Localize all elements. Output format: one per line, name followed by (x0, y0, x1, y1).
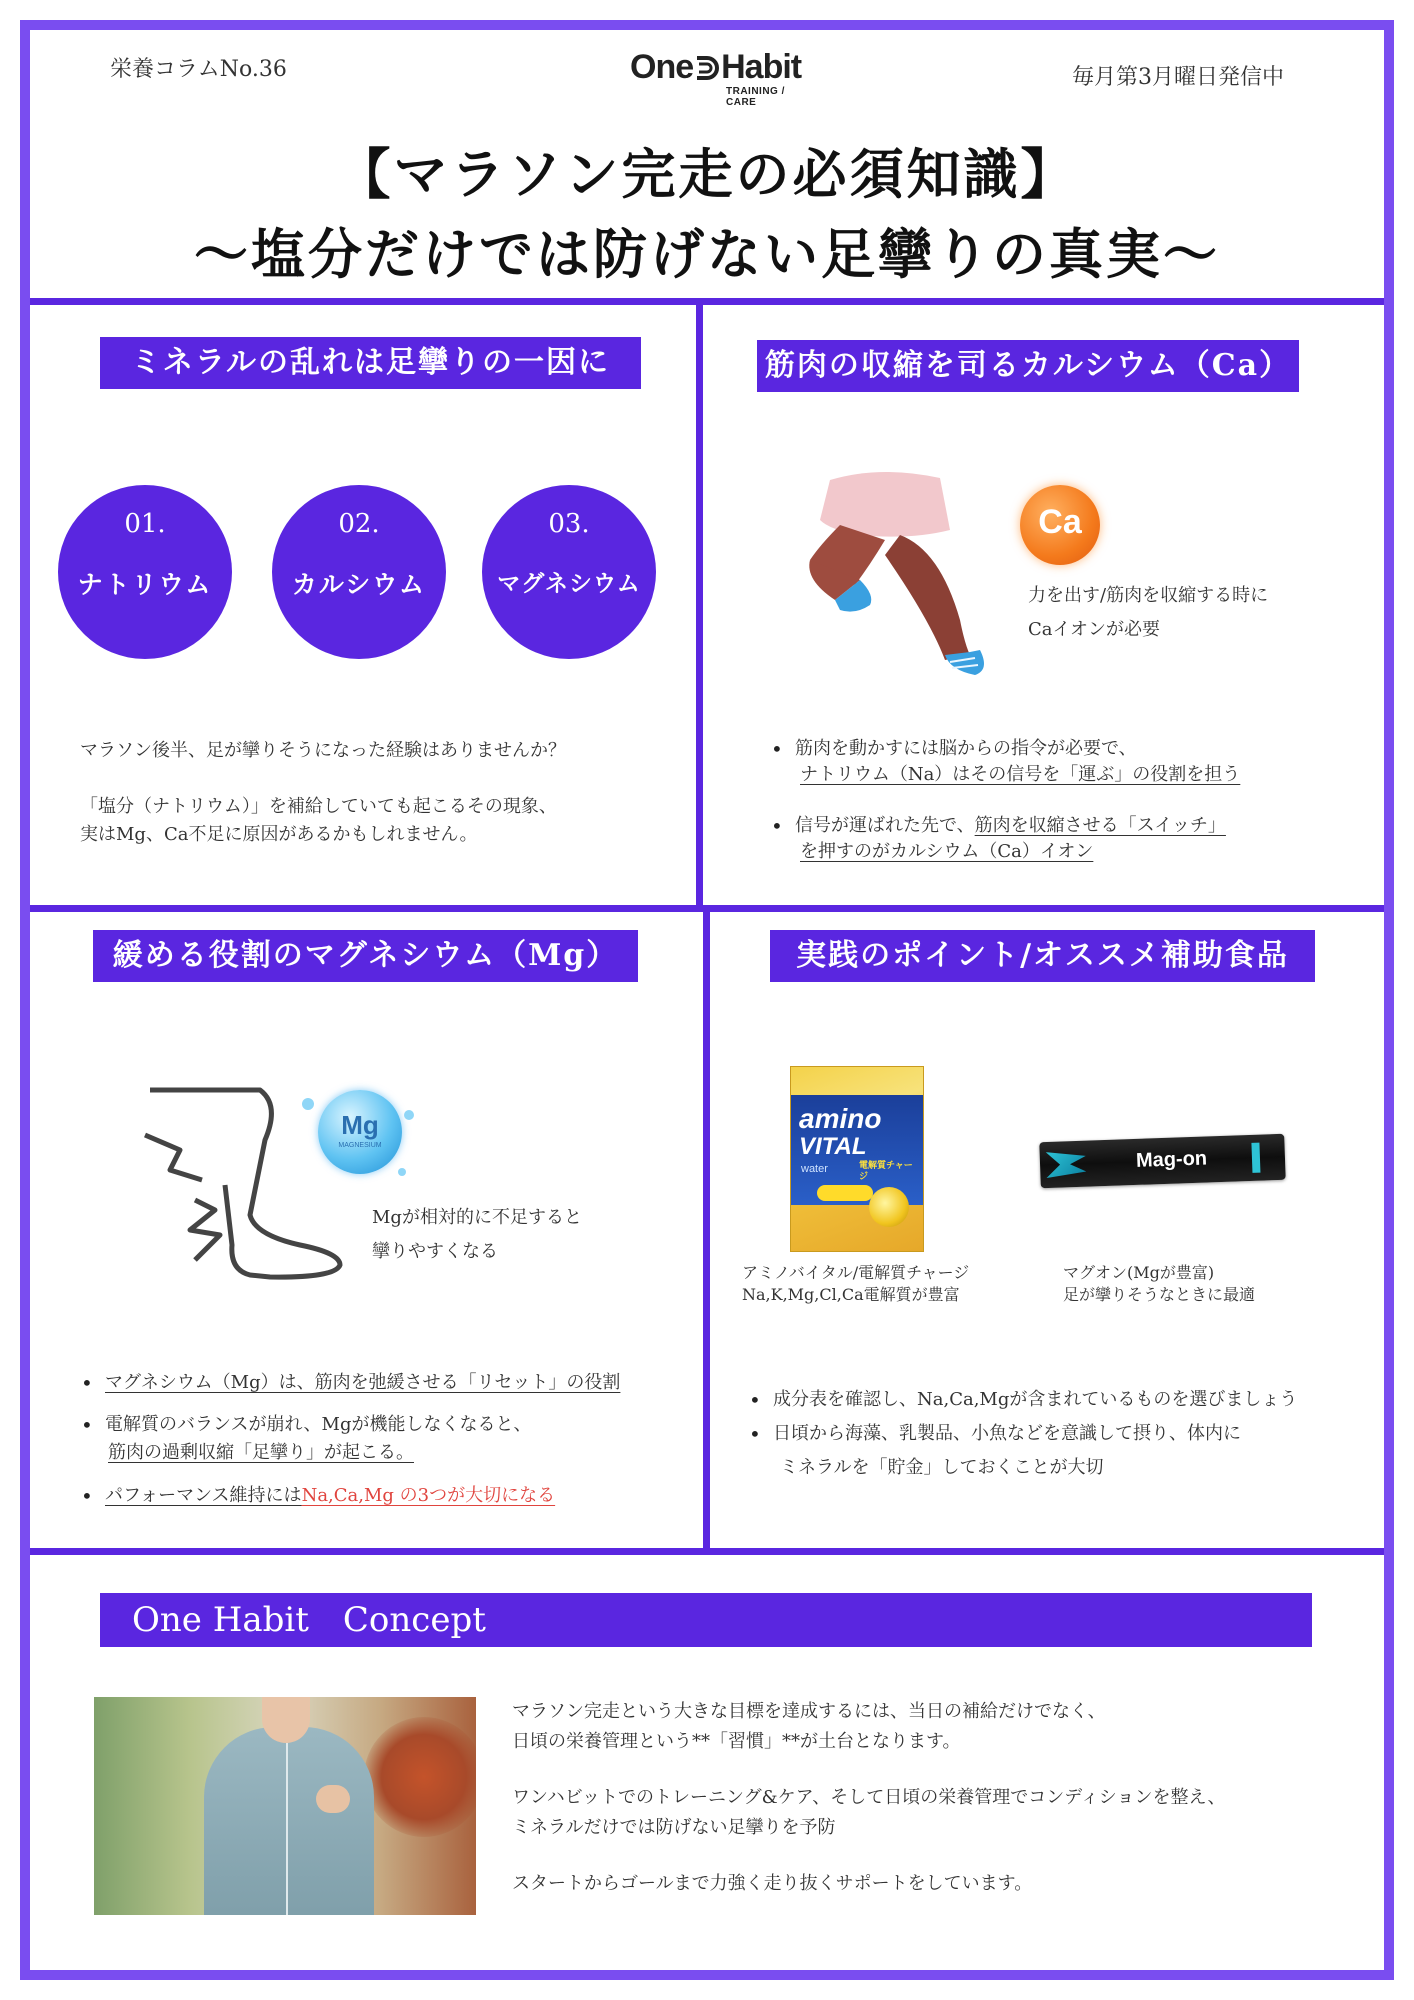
concept-p2-line1: ワンハビットでのトレーニング&ケア、そして日頃の栄養管理でコンディションを整え、 (512, 1787, 1226, 1808)
section2-heading: 筋肉の収縮を司るカルシウム（Ca） (757, 340, 1299, 392)
circle-number: 03. (548, 509, 590, 539)
section2-bullet1-line2: ナトリウム（Na）はその信号を「運ぶ」の役割を担う (800, 764, 1241, 785)
brand-logo (630, 48, 802, 108)
section4-bullet2-line2: ミネラルを「貯金」しておくことが大切 (780, 1457, 1104, 1478)
section3-bullet2-line1: • 電解質のバランスが崩れ、Mgが機能しなくなると、 (105, 1411, 532, 1439)
calcium-caption-line2: Caイオンが必要 (1028, 619, 1160, 640)
section3-bullet1: • マグネシウム（Mg）は、筋肉を弛緩させる「リセット」の役割 (105, 1369, 620, 1397)
concept-p1-line2: 日頃の栄養管理という**「習慣」**が土台となります。 (512, 1731, 961, 1752)
mineral-circle-sodium (58, 485, 232, 659)
photo-runner-neck (262, 1697, 310, 1743)
section3-bullet3 (105, 1482, 555, 1510)
circle-label: カルシウム (291, 570, 427, 599)
divider-bottom (30, 1548, 1384, 1555)
pack-ball-icon (869, 1187, 909, 1227)
calcium-caption-line1: 力を出す/筋肉を収縮する時に (1028, 585, 1269, 606)
pack-badge: 電解質チャージ (859, 1161, 913, 1182)
section3-bullet2-line2: 筋肉の過剰収縮「足攣り」が起こる。 (108, 1442, 414, 1463)
section2-bullet2-line2: を押すのがカルシウム（Ca）イオン (800, 841, 1094, 862)
mineral-circle-calcium (272, 485, 446, 659)
pack-number-icon (817, 1185, 873, 1201)
mag-on-product-image (1039, 1134, 1285, 1189)
photo-runner-jacket (204, 1727, 374, 1915)
section4-heading: 実践のポイント/オススメ補助食品 (770, 930, 1315, 982)
photo-runner-zip (286, 1743, 288, 1915)
runner-photo (94, 1697, 476, 1915)
section1-intro: マラソン後半、足が攣りそうになった経験はありませんか？ (80, 740, 566, 761)
section1-heading: ミネラルの乱れは足攣りの一因に (100, 337, 641, 389)
concept-p2-line2: ミネラルだけでは防げない足攣りを予防 (512, 1817, 836, 1838)
section1-text-line2: 実はMg、Ca不足に原因があるかもしれません。 (80, 824, 478, 845)
photo-tree-blur (364, 1717, 476, 1837)
circle-number: 01. (124, 509, 166, 539)
divider-vertical-lower (703, 905, 710, 1550)
amino-vital-product-image (790, 1066, 924, 1252)
bullet2-text: 信号が運ばれた先で、 (795, 815, 975, 836)
section4-bullet2-line1: • 日頃から海藻、乳製品、小魚などを意識して摂り、体内に (773, 1420, 1241, 1448)
section2-bullet2-line1 (795, 812, 1226, 840)
running-legs-illustration (800, 470, 1020, 680)
mineral-circle-magnesium (482, 485, 656, 659)
concept-p1-line1: マラソン完走という大きな目標を達成するには、当日の補給だけでなく、 (512, 1701, 1106, 1722)
mag-on-label: Mag-on (1135, 1147, 1208, 1172)
magnesium-badge-sub: MAGNESIUM (338, 1142, 382, 1149)
product2-caption-line2: 足が攣りそうなときに最適 (1063, 1285, 1256, 1304)
pack-text-water: water (801, 1163, 828, 1175)
divider-top (30, 298, 1384, 305)
logo-mark-icon (695, 55, 719, 81)
section2-bullet1-line1: • 筋肉を動かすには脳からの指令が必要で、 (795, 735, 1137, 763)
magnesium-caption-line2: 攣りやすくなる (372, 1241, 498, 1262)
column-number: 栄養コラムNo.36 (110, 57, 287, 82)
circle-label: マグネシウム (497, 570, 641, 597)
magnesium-caption-line1: Mgが相対的に不足すると (372, 1207, 582, 1228)
product2-caption-line1: マグオン(Mgが豊富) (1063, 1263, 1215, 1282)
circle-number: 02. (338, 509, 380, 539)
product1-caption-line2: Na,K,Mg,Cl,Ca電解質が豊富 (742, 1285, 960, 1304)
pack-text-vital: VITAL (799, 1133, 867, 1160)
bullet3-text: パフォーマンス維持には (105, 1485, 302, 1506)
magnesium-badge-icon (318, 1090, 402, 1174)
section4-bullet1: • 成分表を確認し、Na,Ca,Mgが含まれているものを選びましょう (773, 1386, 1297, 1414)
mag-on-stripe (1046, 1151, 1087, 1178)
section1-text-line1: 「塩分（ナトリウム）」を補給していても起こるその現象、 (80, 796, 557, 817)
magnesium-badge-label: Mg (341, 1110, 379, 1140)
mag-on-accent (1251, 1143, 1260, 1173)
calcium-badge-label: Ca (1038, 503, 1082, 541)
concept-heading: One Habit Concept (100, 1593, 1312, 1647)
section3-heading: 緩める役割のマグネシウム（Mg） (93, 930, 638, 982)
bullet3-highlight: Na,Ca,Mg の3つが大切になる (301, 1485, 556, 1506)
bubble-decor (398, 1168, 406, 1176)
product1-caption-line1: アミノバイタル/電解質チャージ (742, 1263, 970, 1282)
page-title-line1: 【マラソン完走の必須知識】 (336, 142, 1078, 206)
photo-runner-hand (316, 1785, 350, 1813)
logo-subtitle: TRAINING / CARE (726, 86, 785, 108)
pack-text-amino: amino (799, 1103, 882, 1134)
publish-schedule: 毎月第3月曜日発信中 (1072, 65, 1284, 90)
concept-p3: スタートからゴールまで力強く走り抜くサポートをしています。 (512, 1873, 1033, 1894)
bubble-decor (302, 1098, 314, 1110)
divider-vertical-upper (696, 298, 703, 910)
logo-word-one: One (630, 48, 694, 86)
circle-label: ナトリウム (77, 570, 213, 599)
logo-word-habit: Habit (721, 48, 802, 86)
page-title-line2: ～塩分だけでは防げない足攣りの真実～ (194, 222, 1220, 286)
bubble-decor (404, 1110, 414, 1120)
calcium-badge-icon (1020, 485, 1100, 565)
bullet2-emphasis: 筋肉を収縮させる「スイッチ」 (974, 815, 1226, 836)
